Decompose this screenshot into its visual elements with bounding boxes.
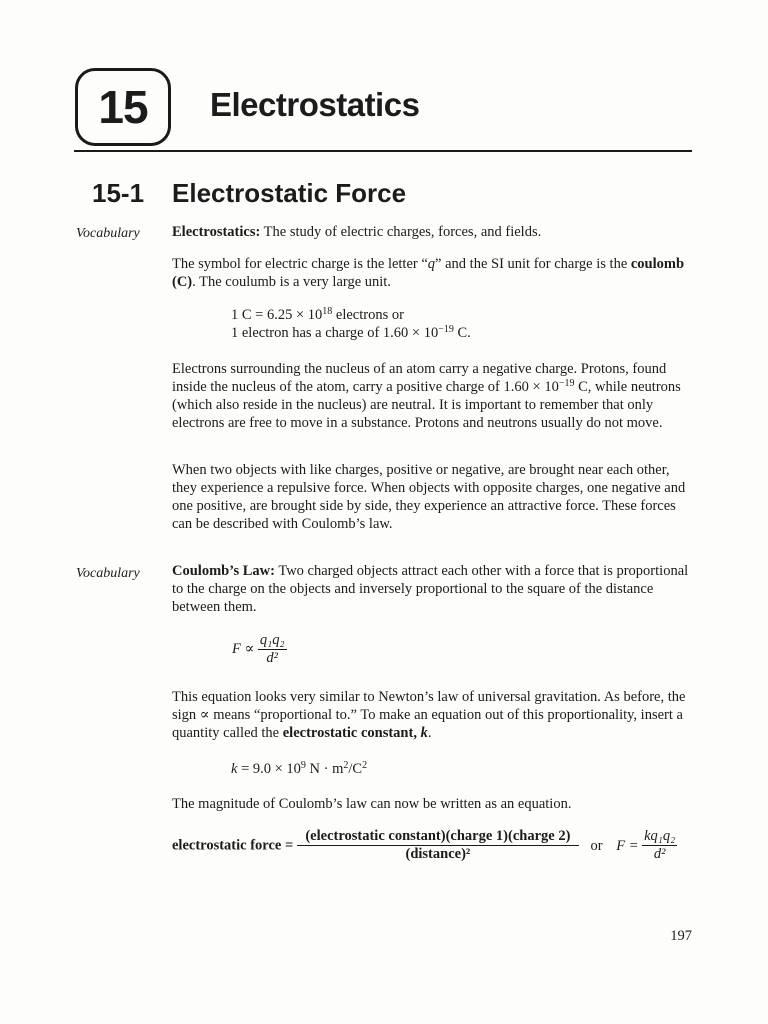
unit-term: coulomb (C) — [172, 256, 685, 290]
eq-text: /C — [348, 761, 363, 777]
section-number: 15-1 — [92, 178, 145, 208]
paragraph-magnitude: The magnitude of Coulomb’s law can now be written as an equation. — [172, 796, 572, 812]
eq-text: 1 C = 6.25 × 10 — [231, 307, 323, 323]
eq-text: = 9.0 × 10 — [237, 761, 301, 777]
fraction — [258, 632, 287, 667]
equation-coulomb-definition — [231, 306, 471, 342]
vocab-definition: Two charged objects attract each other with a force that is proportional to the charge on the objects and inversely proportional to the square of the distance between them. — [172, 563, 689, 615]
eq-symbol-k: k — [231, 761, 238, 777]
paragraph-like-charges: When two objects with like charges, positive or negative, are brought near each other, they experience a repulsive force. When objects with opposite charges, one negative and one positive, are brought side by side, they experience an attractive force. These forces can be described with Coulomb’s law. — [172, 462, 686, 532]
eq-lhs: F ∝ — [232, 640, 255, 657]
eq-text: C. — [453, 325, 471, 341]
eq-text: 1 electron has a charge of 1.60 × 10 — [231, 325, 439, 341]
eq-exponent: 9 — [300, 760, 306, 771]
eq-exponent: −19 — [438, 324, 454, 335]
text: Electrons surrounding the nucleus of an atom carry a negative charge. Protons, found inside the nucleus of the atom, carry a positive charge of 1.60 × 10 — [172, 361, 667, 395]
text: . The coulumb is a very large unit. — [192, 274, 391, 290]
fraction-denominator: d² — [266, 650, 279, 666]
exponent: −19 — [558, 378, 575, 389]
fraction-numerator: (electrostatic constant)(charge 1)(charge 2) — [297, 828, 579, 846]
symbol-q: q — [427, 256, 436, 272]
eq-label: electrostatic force = — [172, 837, 294, 854]
margin-label-vocabulary: Vocabulary — [76, 226, 140, 241]
chapter-number: 15 — [98, 81, 148, 133]
chapter-title: Electrostatics — [210, 86, 420, 123]
section-title: Electrostatic Force — [172, 178, 407, 208]
fraction-numerator: kq₁q₂ — [644, 828, 676, 844]
text: The symbol for electric charge is the letter “ — [172, 256, 428, 272]
vocab-definition-electrostatics — [172, 223, 692, 241]
vocab-definition: The study of electric charges, forces, and fields. — [260, 224, 542, 240]
eq-exponent: 2 — [343, 760, 349, 771]
paragraph-charge-symbol — [172, 255, 692, 291]
eq-or: or — [590, 837, 603, 854]
term: electrostatic constant, — [282, 725, 421, 741]
paragraph-newton-comparison — [172, 688, 692, 742]
text: . — [427, 725, 432, 741]
equation-proportionality — [232, 632, 287, 667]
fraction-words — [297, 828, 579, 863]
eq-lhs: F = — [616, 837, 639, 854]
text: C, while neutrons (which also reside in the nucleus) are neutral. It is important to remember that only electrons are free to move in a substance. Protons and neutrons usually do not move. — [172, 379, 681, 431]
text: ” and the SI unit for charge is the — [435, 256, 631, 272]
chapter-rule — [74, 150, 692, 152]
chapter-number-box — [75, 68, 171, 146]
margin-label-vocabulary: Vocabulary — [76, 566, 140, 581]
vocab-term: Electrostatics: — [172, 224, 261, 240]
eq-exponent: 2 — [362, 760, 368, 771]
fraction-denominator: (distance)² — [405, 846, 471, 862]
symbol-k: k — [420, 725, 428, 741]
vocab-definition-coulombs-law — [172, 562, 692, 616]
fraction-symbols — [642, 828, 677, 863]
equation-coulombs-law — [172, 828, 697, 863]
paragraph-protons-electrons — [172, 360, 692, 432]
eq-text: electrons or — [332, 307, 404, 323]
equation-electrostatic-constant — [231, 760, 367, 778]
vocab-term: Coulomb’s Law: — [172, 563, 275, 579]
fraction-denominator: d² — [653, 846, 666, 862]
fraction-numerator: q₁q₂ — [259, 632, 285, 648]
page-number: 197 — [670, 928, 692, 944]
eq-exponent: 18 — [322, 306, 333, 317]
text: This equation looks very similar to Newton’s law of universal gravitation. As before, the sign ∝ means “proportional to.” To make an equation out of this proportionality, insert a quantity called the — [172, 689, 686, 741]
eq-text: N · m — [305, 761, 344, 777]
